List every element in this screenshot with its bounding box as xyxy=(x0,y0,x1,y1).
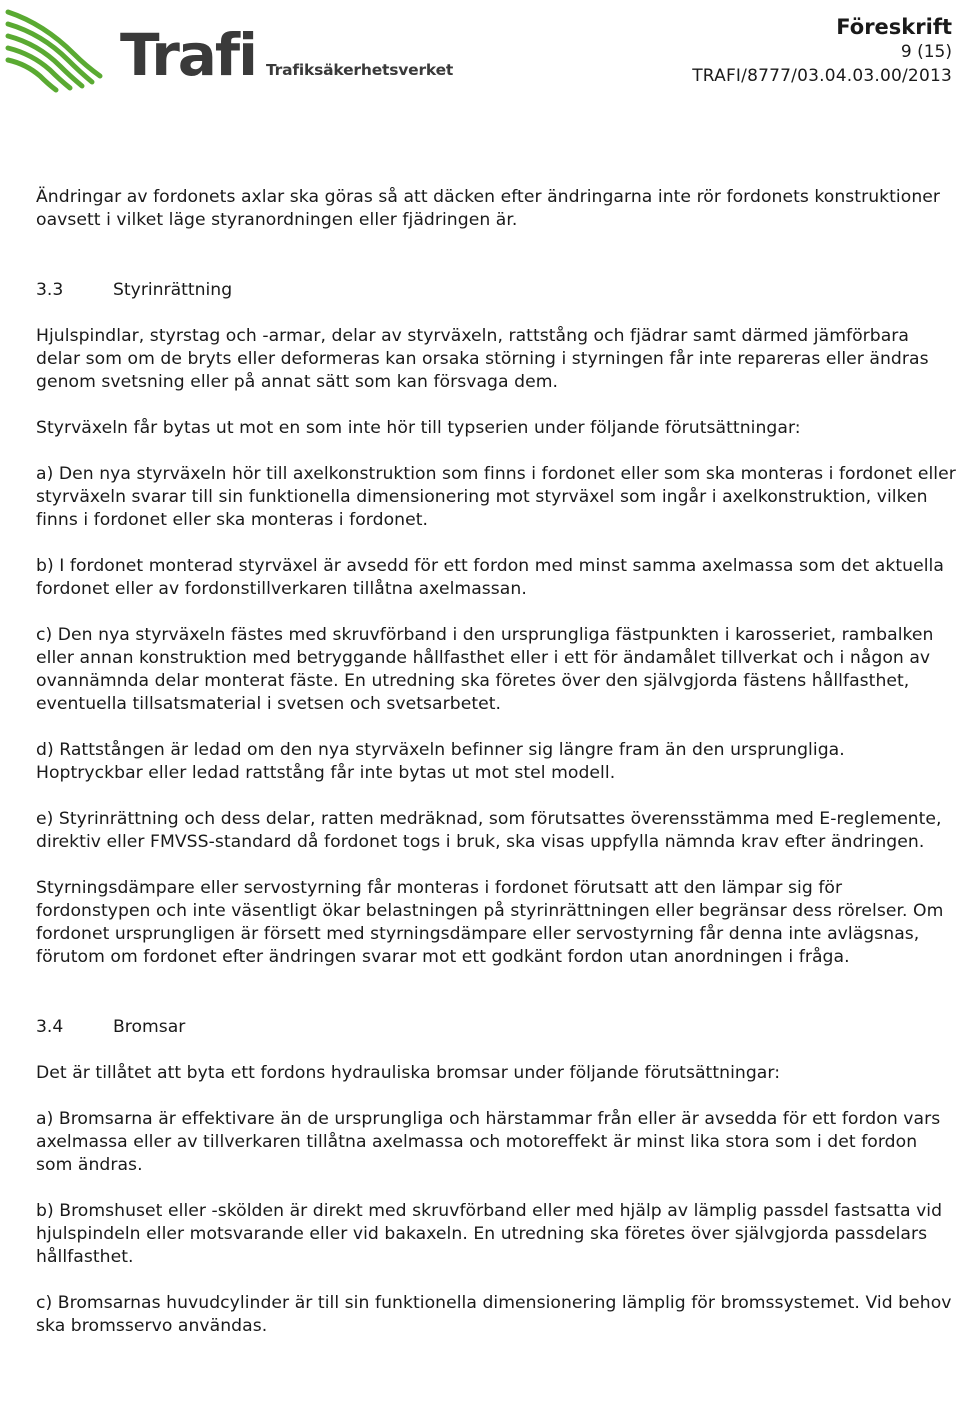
page-number: 9 (15) xyxy=(900,42,952,62)
paragraph-bromsar-c: c) Bromsarnas huvudcylinder är till sin funktionella dimensionering lämplig för bromssystemet. Vid behov ska bromsservo användas. xyxy=(36,1293,952,1336)
logo-wordmark: Trafi xyxy=(120,21,257,89)
paragraph-bromsar-a: a) Bromsarna är effektivare än de ursprungliga och härstammar från eller är avsedda för ett fordon vars axelmassa eller av tillverkaren tillåtna axelmassa och motoreffekt är minst lika stora som i det fordon som ändras. xyxy=(36,1109,941,1175)
section-number: 3.3 xyxy=(36,280,64,300)
paragraph-axlar: Ändringar av fordonets axlar ska göras så att däcken efter ändringarna inte rör fordonets konstruktioner oavsett i vilket läge styranordningen eller fjädringen är. xyxy=(36,187,940,230)
section-title: Styrinrättning xyxy=(113,280,233,300)
page-header xyxy=(0,0,960,120)
trafi-logo xyxy=(4,4,454,94)
paragraph-item-b: b) I fordonet monterad styrväxel är avsedd för ett fordon med minst samma axelmassa som det aktuella fordonet eller av fordonstillverkaren tillåtna axelmassan. xyxy=(36,556,944,599)
paragraph-styrvaxeln: Styrväxeln får bytas ut mot en som inte hör till typserien under följande förutsättningar: xyxy=(36,418,801,438)
document-reference: TRAFI/8777/03.04.03.00/2013 xyxy=(692,66,952,86)
document-meta xyxy=(692,14,952,88)
logo-swoosh-icon xyxy=(4,4,124,94)
document-body xyxy=(36,186,956,1361)
section-number: 3.4 xyxy=(36,1017,64,1037)
paragraph-item-c: c) Den nya styrväxeln fästes med skruvförband i den ursprungliga fästpunkten i karosseriet, rambalken eller annan konstruktion med betryggande hållfasthet eller i ett för ändamålet tillverkat och i någon av ovannämnda delar monterat fäste. En utredning ska företes över den självgjorda fästens hållfasthet, eventuella tillsatsmaterial i svetsen och svetsarbetet. xyxy=(36,625,934,714)
section-heading-3-3 xyxy=(36,279,956,302)
agency-name: Trafiksäkerhetsverket xyxy=(266,61,454,79)
paragraph-bromsar-b: b) Bromshuset eller -skölden är direkt med skruvförband eller med hjälp av lämplig passdel fastsatta vid hjulspindeln eller motsvarande eller vid bakaxeln. En utredning ska företes över självgjorda passdelars hållfasthet. xyxy=(36,1201,943,1267)
paragraph-hjulspindlar: Hjulspindlar, styrstag och -armar, delar av styrväxeln, rattstång och fjädrar samt därmed jämförbara delar som om de bryts eller deformeras kan orsaka störning i styrningen får inte repareras eller ändras genom svetsning eller på annat sätt som kan försvaga dem. xyxy=(36,326,929,392)
paragraph-styrningsdampare: Styrningsdämpare eller servostyrning får monteras i fordonet förutsatt att den lämpar sig för fordonstypen och inte väsentligt ökar belastningen på styrinrättningen eller begränsar dess rörelser. Om fordonet ursprungligen är försett med styrningsdämpare eller servostyrning får denna inte avlägsnas, förutom om fordonet efter ändringen svarar mot ett godkänt fordon utan anordningen i fråga. xyxy=(36,878,944,967)
document-type: Föreskrift xyxy=(836,15,952,39)
paragraph-item-e: e) Styrinrättning och dess delar, ratten medräknad, som förutsattes överensstämma med E-reglemente, direktiv eller FMVSS-standard då fordonet togs i bruk, ska visas uppfylla nämnda krav efter ändringen. xyxy=(36,809,942,852)
section-title: Bromsar xyxy=(113,1017,186,1037)
section-heading-3-4 xyxy=(36,1016,956,1039)
paragraph-item-d: d) Rattstången är ledad om den nya styrväxeln befinner sig längre fram än den ursprungliga. Hoptryckbar eller ledad rattstång får inte bytas ut mot stel modell. xyxy=(36,740,845,783)
paragraph-item-a: a) Den nya styrväxeln hör till axelkonstruktion som finns i fordonet eller som ska monteras i fordonet eller styrväxeln svarar till sin funktionella dimensionering mot styrväxel som ingår i axelkonstruktion, vilken finns i fordonet eller ska monteras i fordonet. xyxy=(36,464,956,530)
paragraph-bromsar-intro: Det är tillåtet att byta ett fordons hydrauliska bromsar under följande förutsättningar: xyxy=(36,1063,781,1083)
